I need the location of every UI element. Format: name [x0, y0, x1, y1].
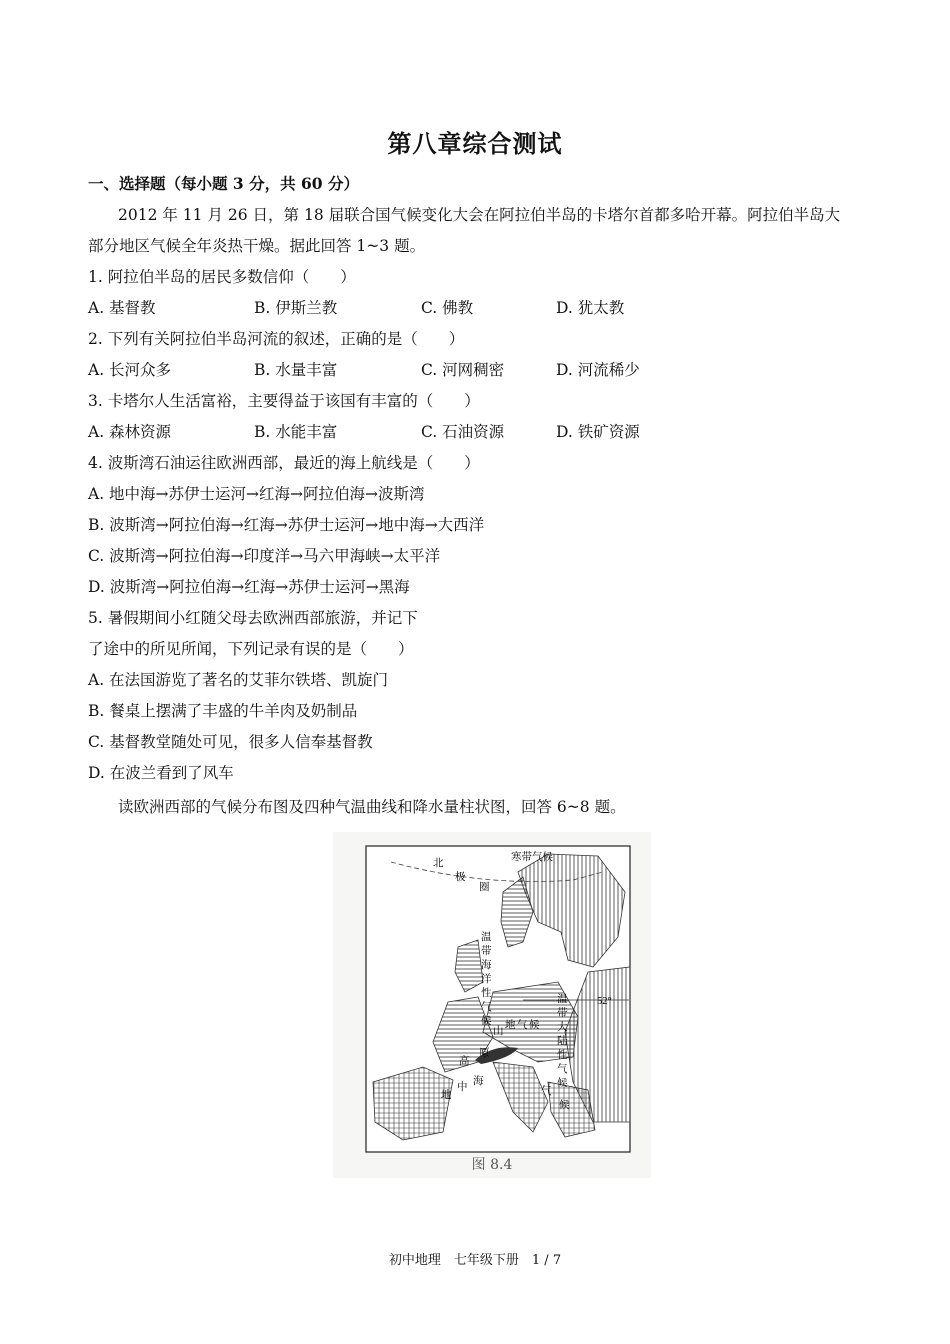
label-ocean-2: 带 — [481, 946, 492, 957]
q3-option-c: C. 石油资源 — [421, 423, 505, 441]
question-3: 3. 卡塔尔人生活富裕，主要得益于该国有丰富的（ ） — [88, 392, 480, 410]
label-ocean-6: 气 — [481, 1002, 492, 1013]
label-continental-2: 带 — [557, 1008, 568, 1019]
label-ocean-4: 洋 — [481, 974, 492, 985]
q3-option-b: B. 水能丰富 — [254, 423, 338, 441]
label-latitude: 52° — [597, 996, 612, 1007]
label-med-4: 气 — [541, 1086, 552, 1097]
q4-option-c: C. 波斯湾→阿拉伯海→印度洋→马六甲海峡→太平洋 — [88, 547, 441, 565]
q4-option-a: A. 地中海→苏伊士运河→红海→阿拉伯海→波斯湾 — [88, 485, 425, 503]
label-plateau-1: 高 — [459, 1056, 470, 1067]
label-arctic-3: 圈 — [479, 882, 490, 893]
intro-paragraph-line1: 2012 年 11 月 26 日，第 18 届联合国气候变化大会在阿拉伯半岛的卡塔尔首都多哈开幕。阿拉伯半岛大 — [118, 206, 841, 224]
label-med-5: 候 — [559, 1100, 570, 1111]
q3-option-d: D. 铁矿资源 — [556, 423, 640, 441]
q5-option-c: C. 基督教堂随处可见，很多人信奉基督教 — [88, 733, 373, 751]
europe-climate-map — [333, 832, 651, 1178]
page-title: 第八章综合测试 — [387, 129, 563, 158]
intro-paragraph-line2: 部分地区气候全年炎热干燥。据此回答 1~3 题。 — [88, 237, 426, 255]
label-continental-3: 大 — [557, 1022, 568, 1033]
label-ocean-1: 温 — [481, 932, 492, 943]
q4-option-d: D. 波斯湾→阿拉伯海→红海→苏伊士运河→黑海 — [88, 578, 410, 596]
q1-option-d: D. 犹太教 — [556, 299, 625, 317]
label-plateau-2: 原 — [479, 1048, 490, 1059]
label-ocean-7: 候 — [481, 1016, 492, 1027]
section-heading: 一、选择题（每小题 3 分，共 60 分） — [88, 174, 359, 193]
q2-option-c: C. 河网稠密 — [421, 361, 505, 379]
q1-option-a: A. 基督教 — [88, 299, 156, 317]
map-intro: 读欧洲西部的气候分布图及四种气温曲线和降水量柱状图，回答 6~8 题。 — [118, 798, 626, 816]
label-med-2: 中 — [457, 1082, 468, 1093]
q5-option-b: B. 餐桌上摆满了丰盛的牛羊肉及奶制品 — [88, 702, 358, 720]
label-continental-6: 气 — [557, 1064, 568, 1075]
question-4: 4. 波斯湾石油运往欧洲西部，最近的海上航线是（ ） — [88, 454, 480, 472]
label-plateau-5: 气 — [517, 1020, 528, 1031]
label-med-3: 海 — [473, 1076, 484, 1087]
label-plateau-3: 山 — [493, 1026, 504, 1037]
q2-option-a: A. 长河众多 — [88, 361, 172, 379]
label-ocean-5: 性 — [481, 988, 492, 999]
q1-option-c: C. 佛教 — [421, 299, 474, 317]
question-5-line2: 了途中的所见所闻，下列记录有误的是（ ） — [88, 640, 414, 658]
label-cold-climate: 寒带气候 — [511, 852, 553, 863]
label-continental-1: 温 — [557, 994, 568, 1005]
question-2: 2. 下列有关阿拉伯半岛河流的叙述，正确的是（ ） — [88, 330, 465, 348]
label-continental-5: 性 — [557, 1050, 568, 1061]
map-caption: 图 8.4 — [471, 1157, 513, 1173]
question-1: 1. 阿拉伯半岛的居民多数信仰（ ） — [88, 268, 356, 286]
label-arctic-2: 极 — [455, 872, 466, 883]
label-med-1: 地 — [441, 1090, 452, 1101]
q1-option-b: B. 伊斯兰教 — [254, 299, 338, 317]
label-continental-4: 陆 — [557, 1036, 568, 1047]
q2-option-b: B. 水量丰富 — [254, 361, 338, 379]
label-arctic-1: 北 — [433, 858, 444, 869]
q5-option-d: D. 在波兰看到了风车 — [88, 764, 234, 782]
label-plateau-6: 候 — [529, 1020, 540, 1031]
label-continental-7: 候 — [557, 1078, 568, 1089]
label-ocean-3: 海 — [481, 960, 492, 971]
label-plateau-4: 地 — [505, 1020, 516, 1031]
q3-option-a: A. 森林资源 — [88, 423, 172, 441]
q4-option-b: B. 波斯湾→阿拉伯海→红海→苏伊士运河→地中海→大西洋 — [88, 516, 485, 534]
page-footer: 初中地理 七年级下册 1 / 7 — [388, 1253, 562, 1268]
question-5-line1: 5. 暑假期间小红随父母去欧洲西部旅游，并记下 — [88, 609, 418, 627]
q5-option-a: A. 在法国游览了著名的艾菲尔铁塔、凯旋门 — [88, 671, 389, 689]
q2-option-d: D. 河流稀少 — [556, 361, 640, 379]
